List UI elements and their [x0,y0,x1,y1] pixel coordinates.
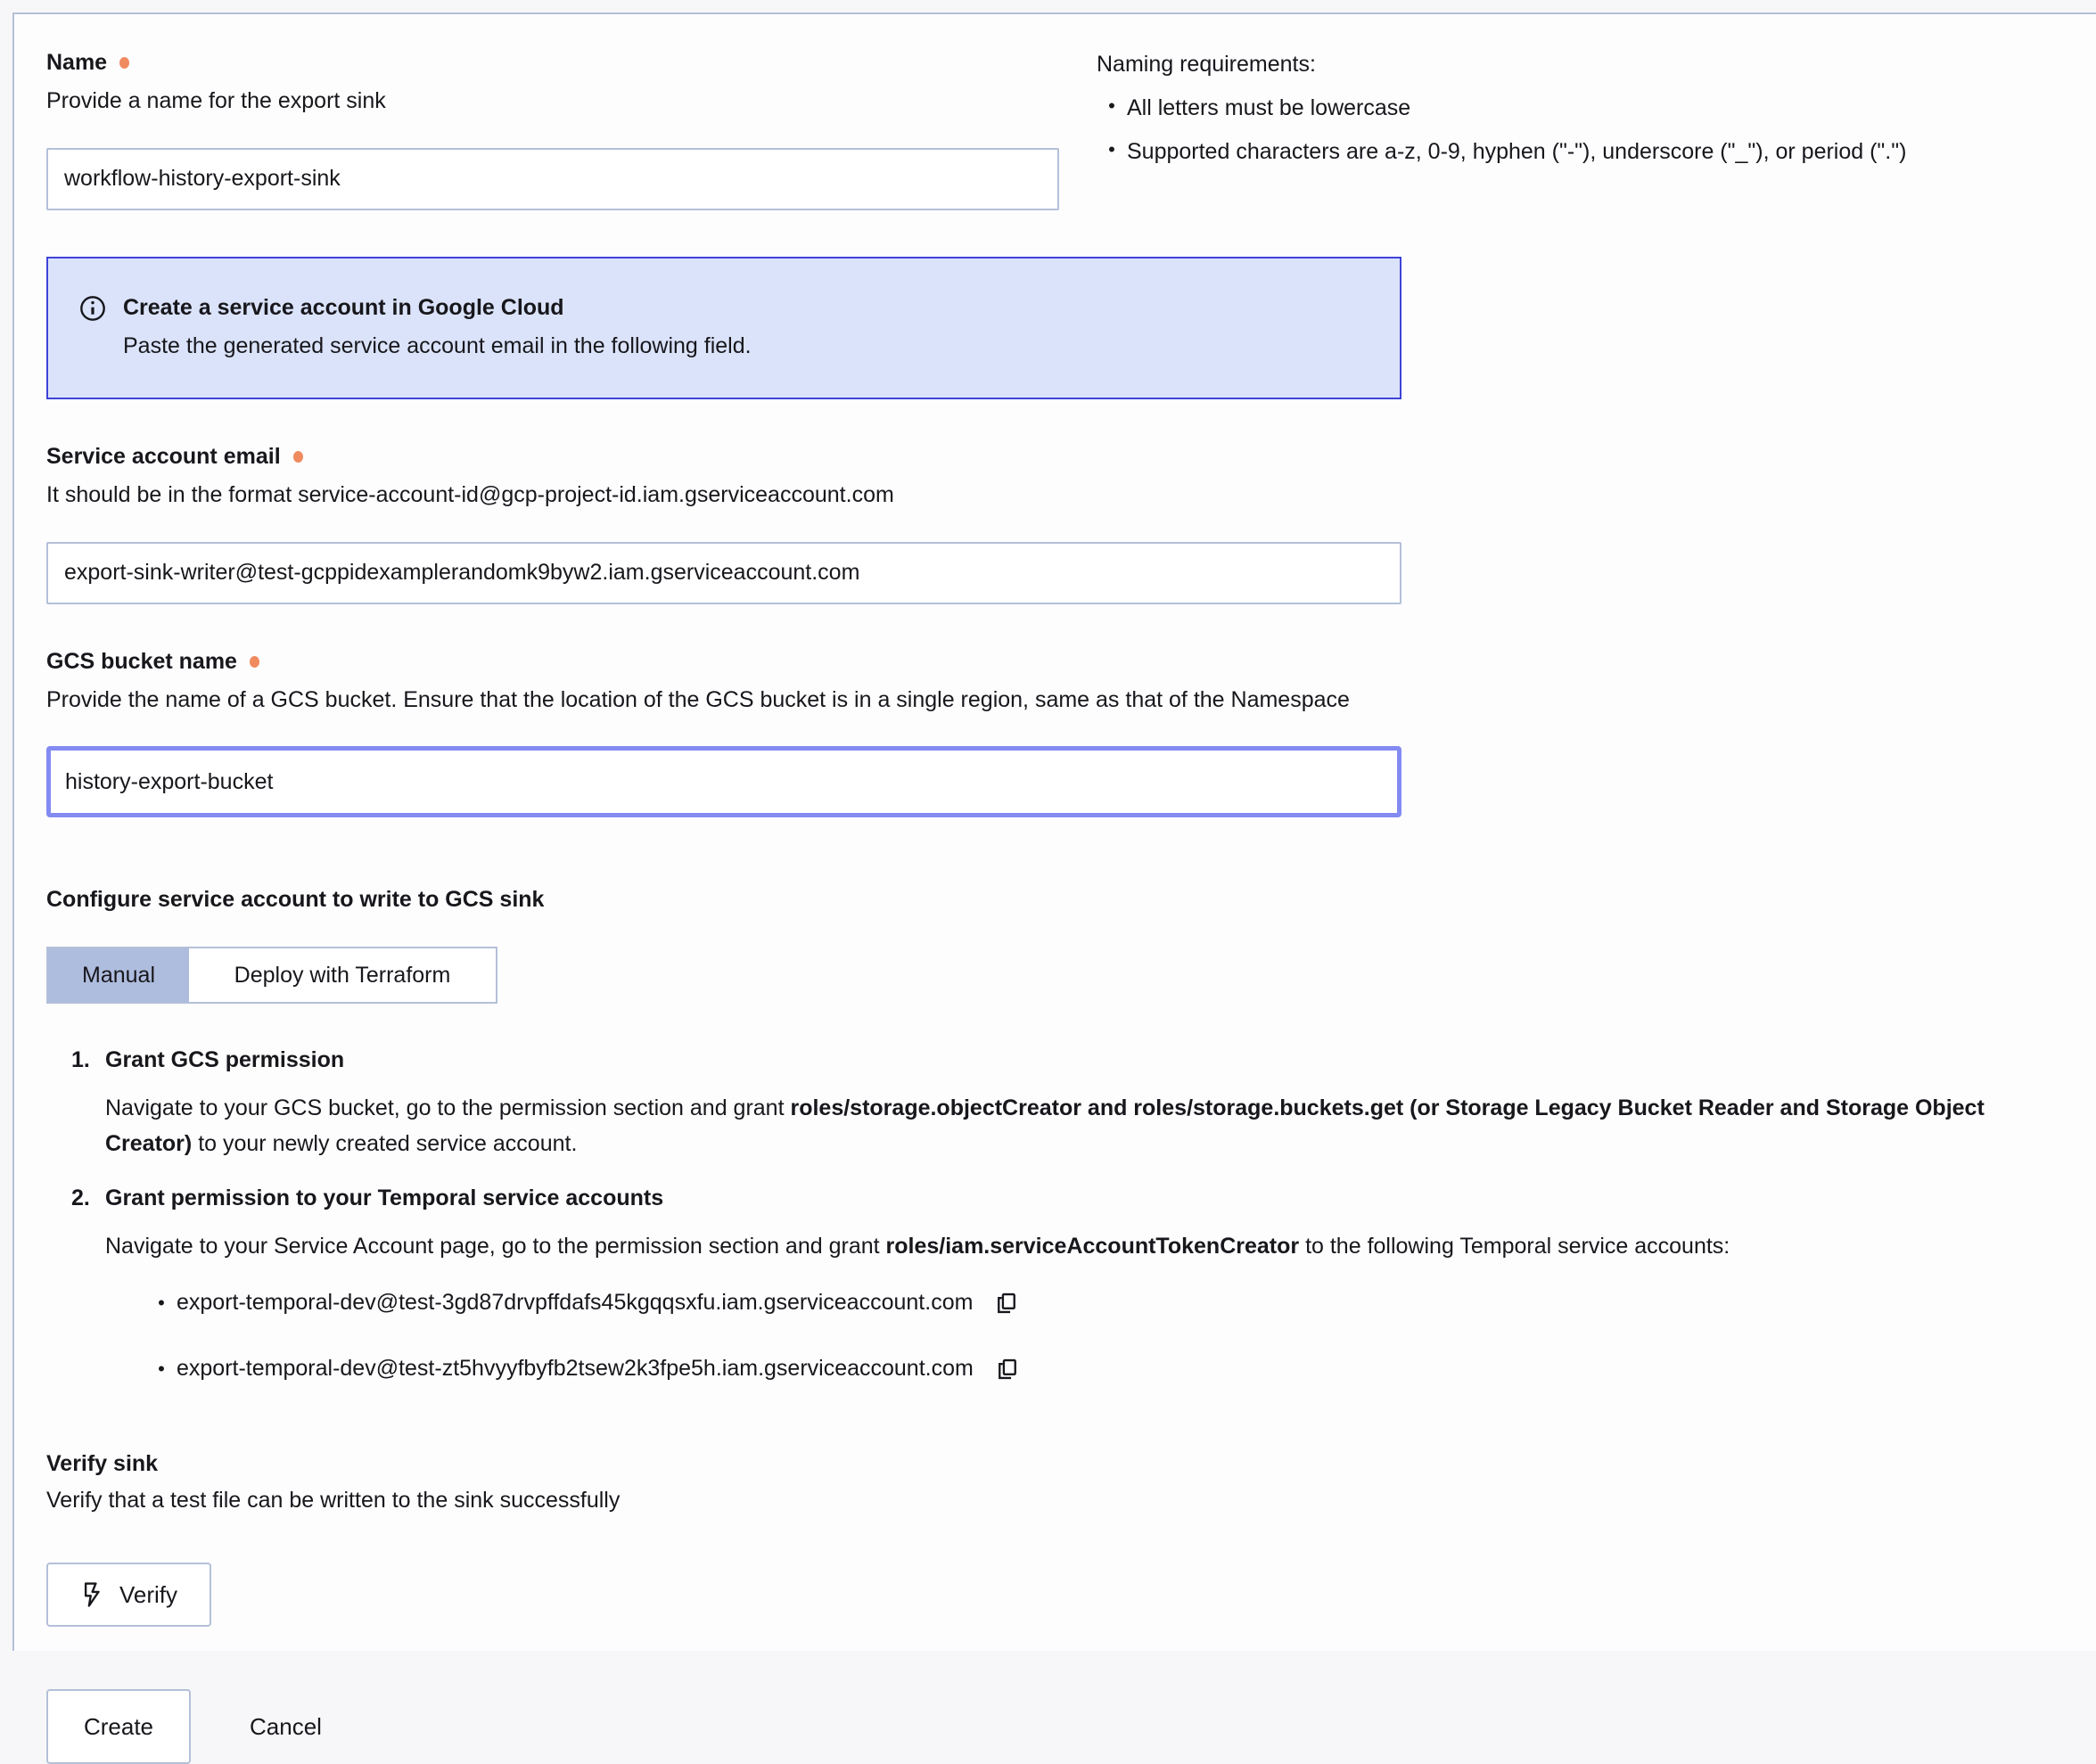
copy-icon[interactable] [992,1289,1021,1317]
service-account-email-section [46,444,2060,604]
verify-section [46,1451,2060,1628]
gcs-bucket-label: GCS bucket name [46,648,237,674]
tab-deploy-with-terraform[interactable]: Deploy with Terraform [189,948,496,1002]
required-dot-icon [293,451,303,463]
copy-icon[interactable] [993,1355,1022,1383]
cancel-button[interactable]: Cancel [250,1689,322,1764]
lightning-icon [80,1581,103,1608]
gcs-bucket-section [46,649,2060,818]
name-description: Provide a name for the export sink [46,88,386,113]
gcs-bucket-name-input[interactable] [46,746,1401,817]
name-label: Name [46,50,108,75]
name-section [46,50,2060,210]
sink-name-input[interactable] [46,148,1059,210]
bullet-icon: • [158,1291,165,1314]
step-title: Grant permission to your Temporal service accounts [105,1185,664,1210]
tab-manual[interactable]: Manual [48,948,189,1002]
form-actions [46,1689,2060,1764]
gcs-bucket-description: Provide the name of a GCS bucket. Ensure that the location of the GCS bucket is in a single region, same as that of the Namespace [46,686,1350,712]
info-banner-body: Paste the generated service account email in the following field. [123,332,752,358]
verify-section-title: Verify sink [46,1450,159,1476]
create-button[interactable]: Create [46,1689,191,1764]
bullet-icon: • [1108,137,1115,160]
step-body: Navigate to your GCS bucket, go to the permission section and grant roles/storage.objectCreator and roles/storage.buckets.get (or Storage Legacy Bucket Reader and Storage Object Creator) to your newly created service account. [105,1095,1985,1156]
temporal-service-account-item [146,1355,2022,1383]
temporal-service-account-item [146,1289,2022,1317]
naming-requirement-item: • All letters must be lowercase [1097,94,2060,123]
service-account-email-description: It should be in the format service-account-id@gcp-project-id.iam.gserviceaccount.com [46,482,894,507]
name-label-row [46,50,1059,76]
naming-requirements [1059,50,2060,180]
export-sink-form-panel [12,12,2096,1740]
naming-requirement-item: • Supported characters are a-z, 0-9, hyphen ("-"), underscore ("_"), or period (".") [1097,137,2060,167]
step-grant-gcs-permission: 1. Grant GCS permission Navigate to your GCS bucket, go to the permission section and grant roles/storage.objectCreator and roles/storage.buckets.get (or Storage Legacy Bucket Reader and Storage Object Creator) to your newly created service account. [71,1043,2060,1161]
temporal-service-account-email: export-temporal-dev@test-zt5hvyyfbyfb2tsew2k3fpe5h.iam.gserviceaccount.com [177,1356,974,1381]
step-grant-temporal-permission: 2. Grant permission to your Temporal service accounts Navigate to your Service Account page, go to the permission section and grant roles/iam.serviceAccountTokenCreator to the following Temporal service accounts: • export-temporal-dev@test-3gd87drvpffdafs45kgqqsxfu.iam.gserviceaccount.com • export-temporal-dev@test-zt5hvyyfbyfb2tsew2k3fpe5h.iam.gserviceaccount.com [71,1181,2060,1421]
temporal-service-account-email: export-temporal-dev@test-3gd87drvpffdafs45kgqqsxfu.iam.gserviceaccount.com [177,1290,974,1315]
step-body: Navigate to your Service Account page, go to the permission section and grant roles/iam.serviceAccountTokenCreator to the following Temporal service accounts: [105,1233,1730,1259]
info-banner-title: Create a service account in Google Cloud [123,295,564,320]
configure-section [46,887,2060,1421]
configure-tabs [46,947,497,1004]
verify-button[interactable]: Verify [46,1563,211,1627]
service-account-email-label: Service account email [46,444,281,469]
bullet-icon: • [158,1357,165,1380]
naming-requirements-title: Naming requirements: [1097,52,1316,77]
info-icon [78,294,107,323]
verify-section-description: Verify that a test file can be written to the sink successfully [46,1487,621,1513]
service-account-email-input[interactable] [46,542,1401,604]
step-title: Grant GCS permission [105,1047,345,1072]
required-dot-icon [250,656,259,668]
service-account-info-banner [46,257,1401,400]
configure-section-title: Configure service account to write to GCS sink [46,887,545,912]
required-dot-icon [119,57,129,69]
bullet-icon: • [1108,94,1115,117]
